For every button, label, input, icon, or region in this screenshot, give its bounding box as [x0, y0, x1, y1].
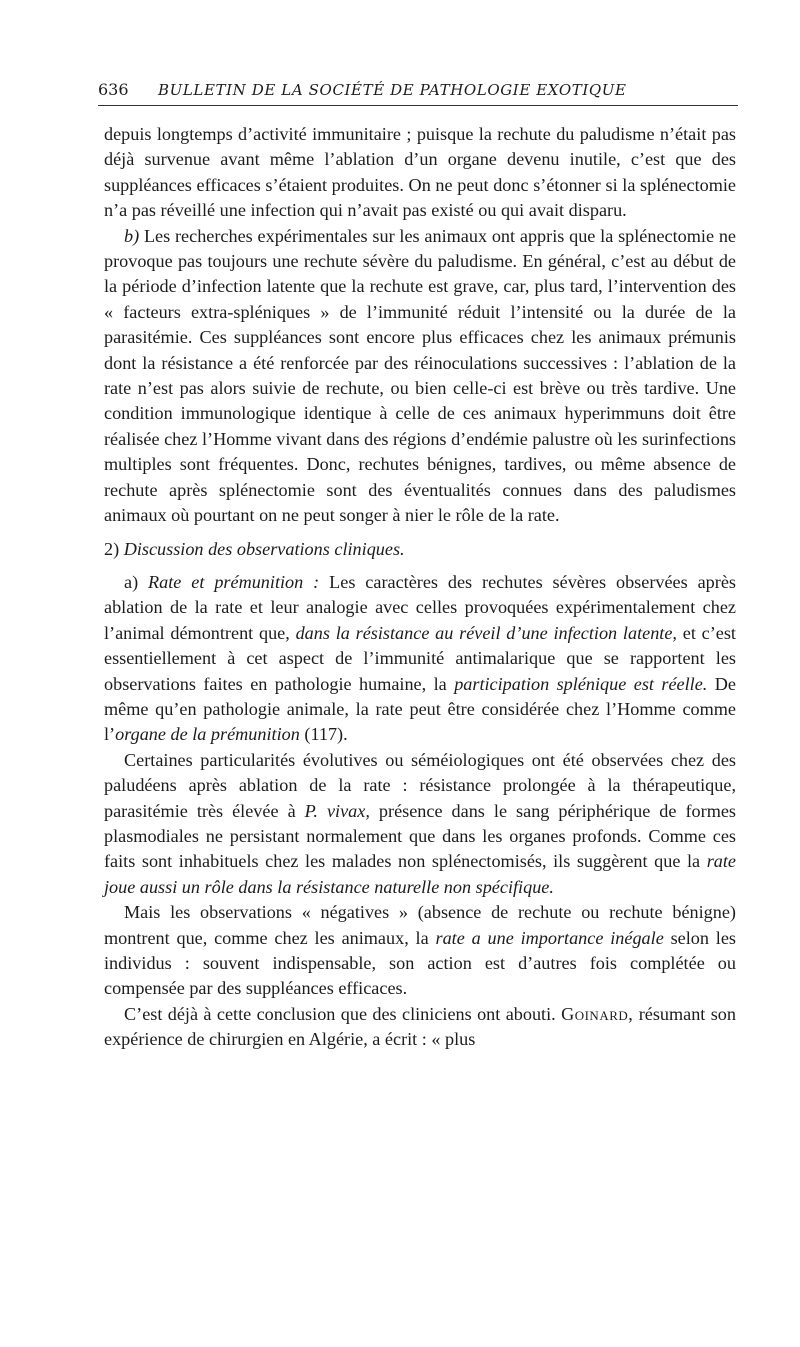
section-number: 2) — [104, 538, 120, 559]
journal-title: BULLETIN DE LA SOCIÉTÉ DE PATHOLOGIE EXOTIQUE — [158, 81, 627, 99]
author-name: Goinard, — [561, 1003, 634, 1024]
paragraph-a: a) Rate et prémunition : Les caractères des rechutes sévères observées après ablation de la rate et leur analogie avec celles provoquées expérimentalement chez l’animal démontrent que, dans la résistance au réveil d’une infection latente, et c’est essentiellement à cet aspect de l’immunité antimalarique que se rapportent les observations faites en pathologie humaine, la participation splénique est réelle. De même qu’en pathologie animale, la rate peut être considérée chez l’Homme comme l’organe de la prémunition (117). — [104, 571, 736, 745]
paragraph-d: Mais les observations « négatives » (absence de rechute ou rechute bénigne) montrent que, comme chez les animaux, la rate a une importance inégale selon les individus : souvent indispensable, son action est d’autres fois complétée ou compensée par des suppléances efficaces. — [104, 902, 736, 999]
subsection-title: Rate et prémunition : — [148, 571, 320, 592]
item-marker: b) — [124, 225, 140, 246]
page-number: 636 — [98, 80, 129, 99]
section-heading — [104, 537, 736, 562]
body-text — [104, 122, 736, 1053]
paragraph-c: Certaines particularités évolutives ou séméiologiques ont été observées chez des paludéens après ablation de la rate : résistance prolongée à la thérapeutique, parasitémie très élevée à P. vivax, présence dans le sang périphérique de formes plasmodiales ne persistant normalement que dans les organes profonds. Comme ces faits sont inhabituels chez les malades non splénectomisés, ils suggèrent que la rate joue aussi un rôle dans la résistance naturelle non spécifique. — [104, 749, 736, 897]
paragraph-continuation: depuis longtemps d’activité immunitaire ; puisque la rechute du paludisme n’était pas déjà survenue avant même l’ablation d’un organe devenu inutile, c’est que des suppléances efficaces s’étaient produites. On ne peut donc s’étonner si la splénectomie n’a pas réveillé une infection qui n’avait pas existé ou qui avait disparu. — [104, 124, 736, 221]
running-header — [98, 80, 738, 106]
paragraph-b: b) Les recherches expérimentales sur les animaux ont appris que la splénectomie ne provoque pas toujours une rechute sévère du paludisme. En général, c’est au début de la période d’infection latente que la rechute est grave, car, plus tard, l’intervention des « facteurs extra-spléniques » de l’immunité réduit l’intensité ou la durée de la parasitémie. Ces suppléances sont encore plus efficaces chez les animaux prémunis dont la résistance a été renforcée par des réinoculations successives : l’ablation de la rate n’est pas alors suivie de rechute, ou bien celle-ci est brève ou très tardive. Une condition immunologique identique à celle de ces animaux hyperimmuns doit être réalisée chez l’Homme vivant dans des régions d’endémie palustre où les surinfections multiples sont fréquentes. Donc, rechutes bénignes, tardives, ou même absence de rechute après splénectomie sont des éventualités connues dans des paludismes animaux où pourtant on ne peut songer à nier le rôle de la rate. — [104, 225, 736, 526]
paragraph-e: C’est déjà à cette conclusion que des cliniciens ont abouti. Goinard, résumant son expérience de chirurgien en Algérie, a écrit : « plus — [104, 1003, 736, 1050]
section-title: Discussion des observations cliniques. — [119, 538, 405, 559]
